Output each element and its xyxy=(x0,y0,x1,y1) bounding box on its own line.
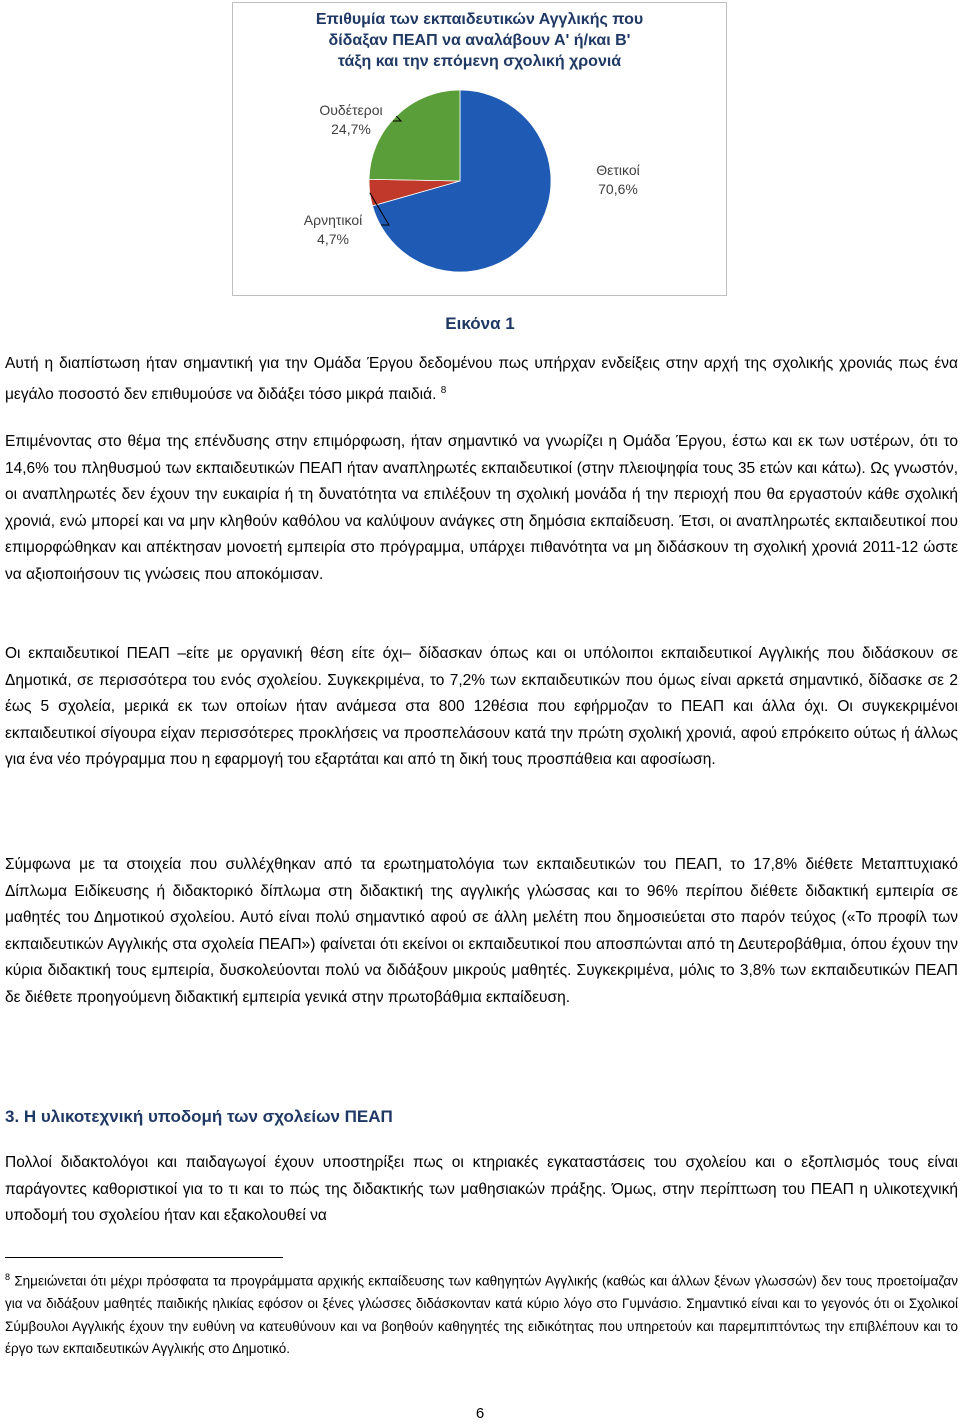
paragraph-3: Οι εκπαιδευτικοί ΠΕΑΠ –είτε με οργανική θέση είτε όχι– δίδασκαν όπως και οι υπόλοιποι εκπαιδευτικοί Αγγλικής που διδάσκουν σε Δημοτικά, σε περισσότερα του ενός σχολείου. Συγκεκριμένα, το 7,2% των εκπαιδευτικών που όμως είναι αρκετά σημαντικό, δίδασκε σε 2 έως 5 σχολεία, μερικά εκ των οποίων ήταν ανάμεσα στα 800 12θέσια που εφήρμοζαν το ΠΕΑΠ και άλλα όχι. Οι συγκεκριμένοι εκπαιδευτικοί σίγουρα είχαν περισσότερες προκλήσεις να προσπελάσουν κατά την πρώτη σχολική χρονιά, αφού επρόκειτο ούτως ή άλλως για ένα νέο πρόγραμμα που η εφαρμογή του εξαρτάται και από τη δική τους προσπάθεια και αφοσίωση. xyxy=(5,645,958,769)
section-heading: 3. Η υλικοτεχνική υποδομή των σχολείων ΠΕΑΠ xyxy=(5,1107,393,1126)
paragraph-5: Πολλοί διδακτολόγοι και παιδαγωγοί έχουν υποστηρίξει πως οι κτηριακές εγκαταστάσεις του σχολείου και ο εξοπλισμός τους είναι παράγοντες καθοριστικοί για το τι και το πώς της διδακτικής των μαθησιακών πράξης. Όμως, στην περίπτωση του ΠΕΑΠ η υλικοτεχνική υποδομή του σχολείου ήταν και εξακολουθεί να xyxy=(5,1154,958,1225)
slice-value-label: 4,7% xyxy=(317,231,349,247)
slice-value-label: 24,7% xyxy=(331,121,371,137)
chart-title-line: Επιθυμία των εκπαιδευτικών Αγγλικής που xyxy=(315,11,644,28)
paragraph-2: Επιμένοντας στο θέμα της επένδυσης στην επιμόρφωση, ήταν σημαντικό να γνωρίζει η Ομάδα Έργου, έστω και εκ των υστέρων, ότι το 14,6% του πληθυσμού των εκπαιδευτικών ΠΕΑΠ ήταν αναπληρωτές εκπαιδευτικοί (στην πλειοψηφία τους 35 ετών και κάτω). Ως γνωστόν, οι αναπληρωτές δεν έχουν την ευκαιρία ή τη δυνατότητα να επιλέξουν τη σχολική μονάδα ή την περιοχή που θα εργαστούν κάθε σχολική χρονιά, ενώ μπορεί και να μην κληθούν καθόλου να καλύψουν ανάγκες στη δημόσια εκπαίδευση. Έτσι, οι αναπληρωτές εκπαιδευτικοί που επιμορφώθηκαν και απέκτησαν μονοετή εμπειρία στο πρόγραμμα, υπάρχει πιθανότητα να μη διδάσκουν τη σχολική χρονιά 2011-12 ώστε να αξιοποιήσουν τις γνώσεις που αποκόμισαν. xyxy=(5,433,958,583)
paragraph-1 xyxy=(5,351,958,408)
pie-slice-3 xyxy=(369,90,460,181)
footnote-divider xyxy=(5,1257,283,1258)
slice-label: Αρνητικοί xyxy=(303,212,363,228)
footnote-marker: 8 xyxy=(5,1272,11,1282)
slice-value-label: 70,6% xyxy=(598,181,638,197)
figure-caption: Εικόνα 1 xyxy=(445,314,515,333)
page-number: 6 xyxy=(475,1405,485,1422)
paragraph-1-text: Αυτή η διαπίστωση ήταν σημαντική για την Ομάδα Έργου δεδομένου πως υπήρχαν ενδείξεις στην αρχή της σχολικής χρονιάς πως ένα μεγάλο ποσοστό δεν επιθυμούσε να διδάξει τόσο μικρά παιδιά. xyxy=(5,355,958,403)
footnote-text: Σημειώνεται ότι μέχρι πρόσφατα τα προγράμματα αρχικής εκπαίδευσης των καθηγητών Αγγλικής (καθώς και άλλων ξένων γλωσσών) δεν τους προετοίμαζαν για να διδάξουν μαθητές παιδικής ηλικίας εφόσον οι ξένες γλώσσες διδάσκονταν κατά κύριο λόγο στο Γυμνάσιο. Σημαντικό είναι και το γεγονός ότι οι Σχολικοί Σύμβουλοι Αγγλικής έχουν την ευθύνη να κατευθύνουν και να βοηθούν καθηγητές της ειδικότητας που υπηρετούν και παρεμπιπτόντως την επιβλέπουν και το έργο των εκπαιδευτικών Αγγλικής στο Δημοτικό. xyxy=(5,1273,958,1357)
pie-chart xyxy=(232,2,727,296)
chart-title-line: τάξη και την επόμενη σχολική χρονιά xyxy=(337,53,622,70)
footnote-reference[interactable]: 8 xyxy=(440,384,447,396)
footnote xyxy=(5,1266,958,1361)
chart-title-line: δίδαξαν ΠΕΑΠ να αναλάβουν Α' ή/και Β' xyxy=(328,32,631,49)
pie-chart-svg xyxy=(233,3,726,295)
slice-label: Θετικοί xyxy=(596,162,640,178)
paragraph-4: Σύμφωνα με τα στοιχεία που συλλέχθηκαν από τα ερωτηματολόγια των εκπαιδευτικών του ΠΕΑΠ, το 17,8% διέθετε Μεταπτυχιακό Δίπλωμα Ειδίκευσης ή διδακτορικό δίπλωμα στη διδακτική της αγγλικής γλώσσας και το 96% περίπου διέθετε διδακτική εμπειρία σε μαθητές του Δημοτικού σχολείου. Αυτό είναι πολύ σημαντικό αφού σε άλλη μελέτη που δημοσιεύεται στο παρόν τεύχος («Το προφίλ των εκπαιδευτικών Αγγλικής στα σχολεία ΠΕΑΠ») φαίνεται ότι εκείνοι οι εκπαιδευτικοί που αποσπώνται από τη Δευτεροβάθμια, όπου έχουν την κύρια διδακτική τους εμπειρία, δυσκολεύονται πολύ να διδάξουν μικρούς μαθητές. Συγκεκριμένα, μόλις το 3,8% των εκπαιδευτικών ΠΕΑΠ δε διέθετε προηγούμενη διδακτική εμπειρία γενικά στην πρωτοβάθμια εκπαίδευση. xyxy=(5,856,958,1006)
slice-label: Ουδέτεροι xyxy=(319,102,383,118)
